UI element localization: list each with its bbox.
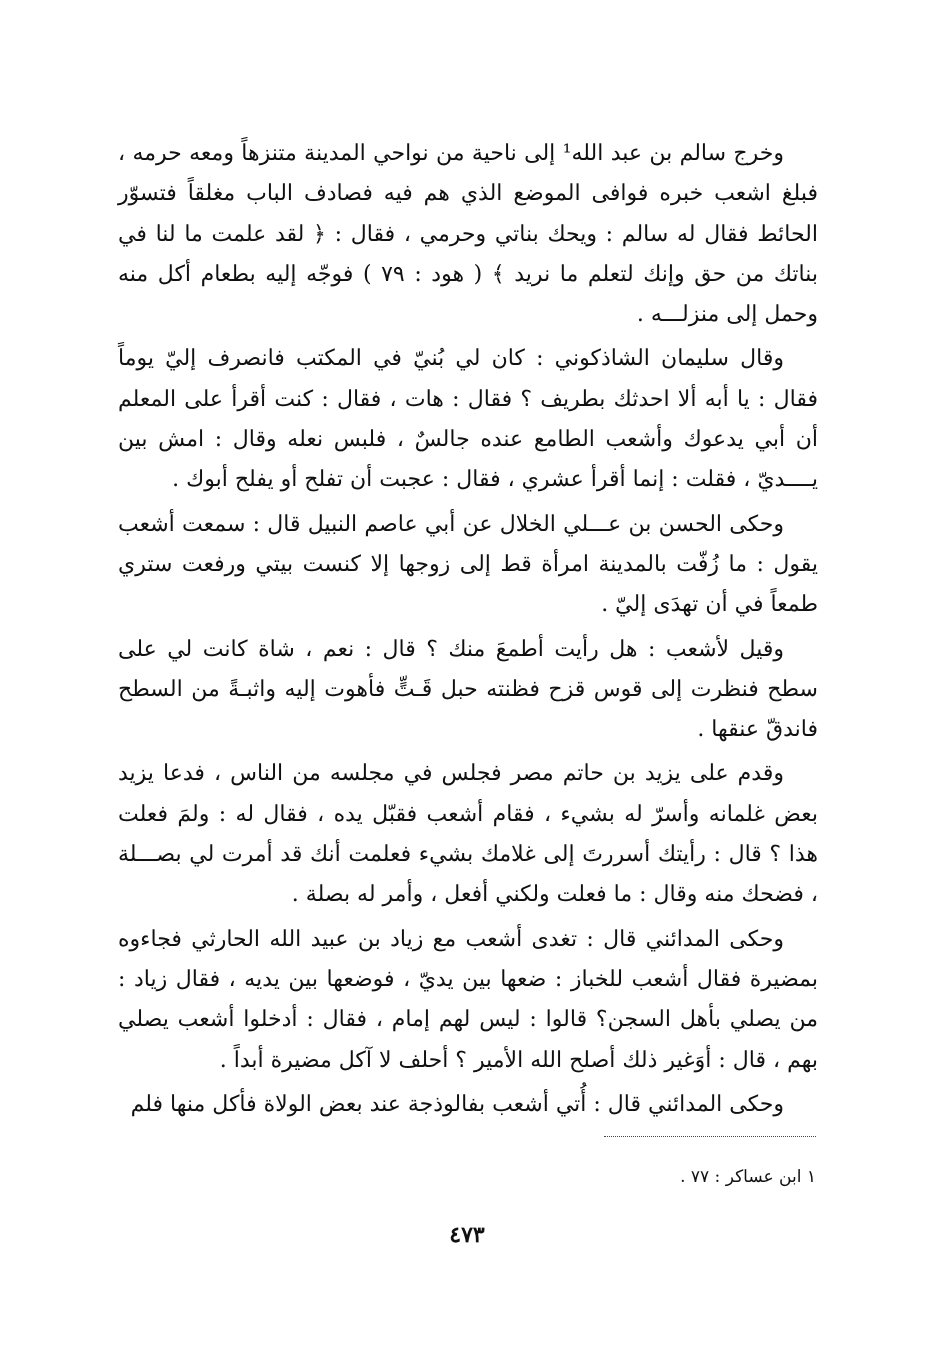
footnote: ١ ابن عساكر : ٧٧ .	[680, 1167, 816, 1187]
footnote-divider	[604, 1136, 816, 1137]
paragraph-6: وحكى المدائني قال : تغدى أشعب مع زياد بن عبيد الله الحارثي فجاءوه بمضيرة فقال أشعب للخباز : ضعها بين يديّ ، فوضعها بين يديه ، فقال زياد : من يصلي بأهل السجن؟ قالوا : ليس لهم إمام ، فقال : أدخلوا أشعب يصلي بهم ، قال : أوَغير ذلك أصلح الله الأمير ؟ أحلف لا آكل مضيرة أبداً .	[118, 926, 818, 1073]
paragraph-5: وقدم على يزيد بن حاتم مصر فجلس في مجلسه من الناس ، فدعا يزيد بعض غلمانه وأسرّ له بشيء ، فقام أشعب فقبّل يده ، فقال له : ولمَ فعلت هذا ؟ قال : رأيتك أسررتَ إلى غلامك بشيء فعلمت أنك قد أمرت لي بصـــلة ، فضحك منه وقال : ما فعلت ولكني أفعل ، وأمر له بصلة .	[118, 761, 818, 908]
paragraph-4: وقيل لأشعب : هل رأيت أطمعَ منك ؟ قال : نعم ، شاة كانت لي على سطح فنظرت إلى قوس قزح فظنته حبل قَـتٍّ فأهوت إليه واثبـةً من السطح فاندقّ عنقها .	[118, 636, 818, 743]
paragraph-3: وحكى الحسن بن عـــلي الخلال عن أبي عاصم النبيل قال : سمعت أشعب يقول : ما زُفّت بالمدينة امرأة قط إلى زوجها إلا كنست بيتي ورفعت ستري طمعاً في أن تهدَى إليّ .	[118, 511, 818, 618]
paragraph-1: وخرج سالم بن عبد الله¹ إلى ناحية من نواحي المدينة متنزهاً ومعه حرمه ، فبلغ اشعب خبره فوافى الموضع الذي هم فيه فصادف الباب مغلقاً فتسوّر الحائط فقال له سالم : ويحك بناتي وحرمي ، فقال : ﴿ لقد علمت ما لنا في بناتك من حق وإنك لتعلم ما نريد ﴾ ( هود : ٧٩ ) فوجّه إليه بطعام أكل منه وحمل إلى منزلـــه .	[118, 141, 818, 328]
paragraph-2: وقال سليمان الشاذكوني : كان لي بُنيّ في المكتب فانصرف إليّ يوماً فقال : يا أبه ألا احدثك بطريف ؟ فقال : هات ، فقال : كنت أقرأ على المعلم أن أبي يدعوك وأشعب الطامع عنده جالسٌ ، فلبس نعله وقال : امش بين يــــديّ ، فقلت : إنما أقرأ عشري ، فقال : عجبت أن تفلح أو يفلح أبوك .	[118, 346, 818, 493]
page-number: ٤٧٣	[449, 1222, 485, 1248]
page-body	[118, 134, 818, 1129]
paragraph-7: وحكى المدائني قال : أُتي أشعب بفالوذجة عند بعض الولاة فأكل منها فلم	[130, 1091, 784, 1117]
